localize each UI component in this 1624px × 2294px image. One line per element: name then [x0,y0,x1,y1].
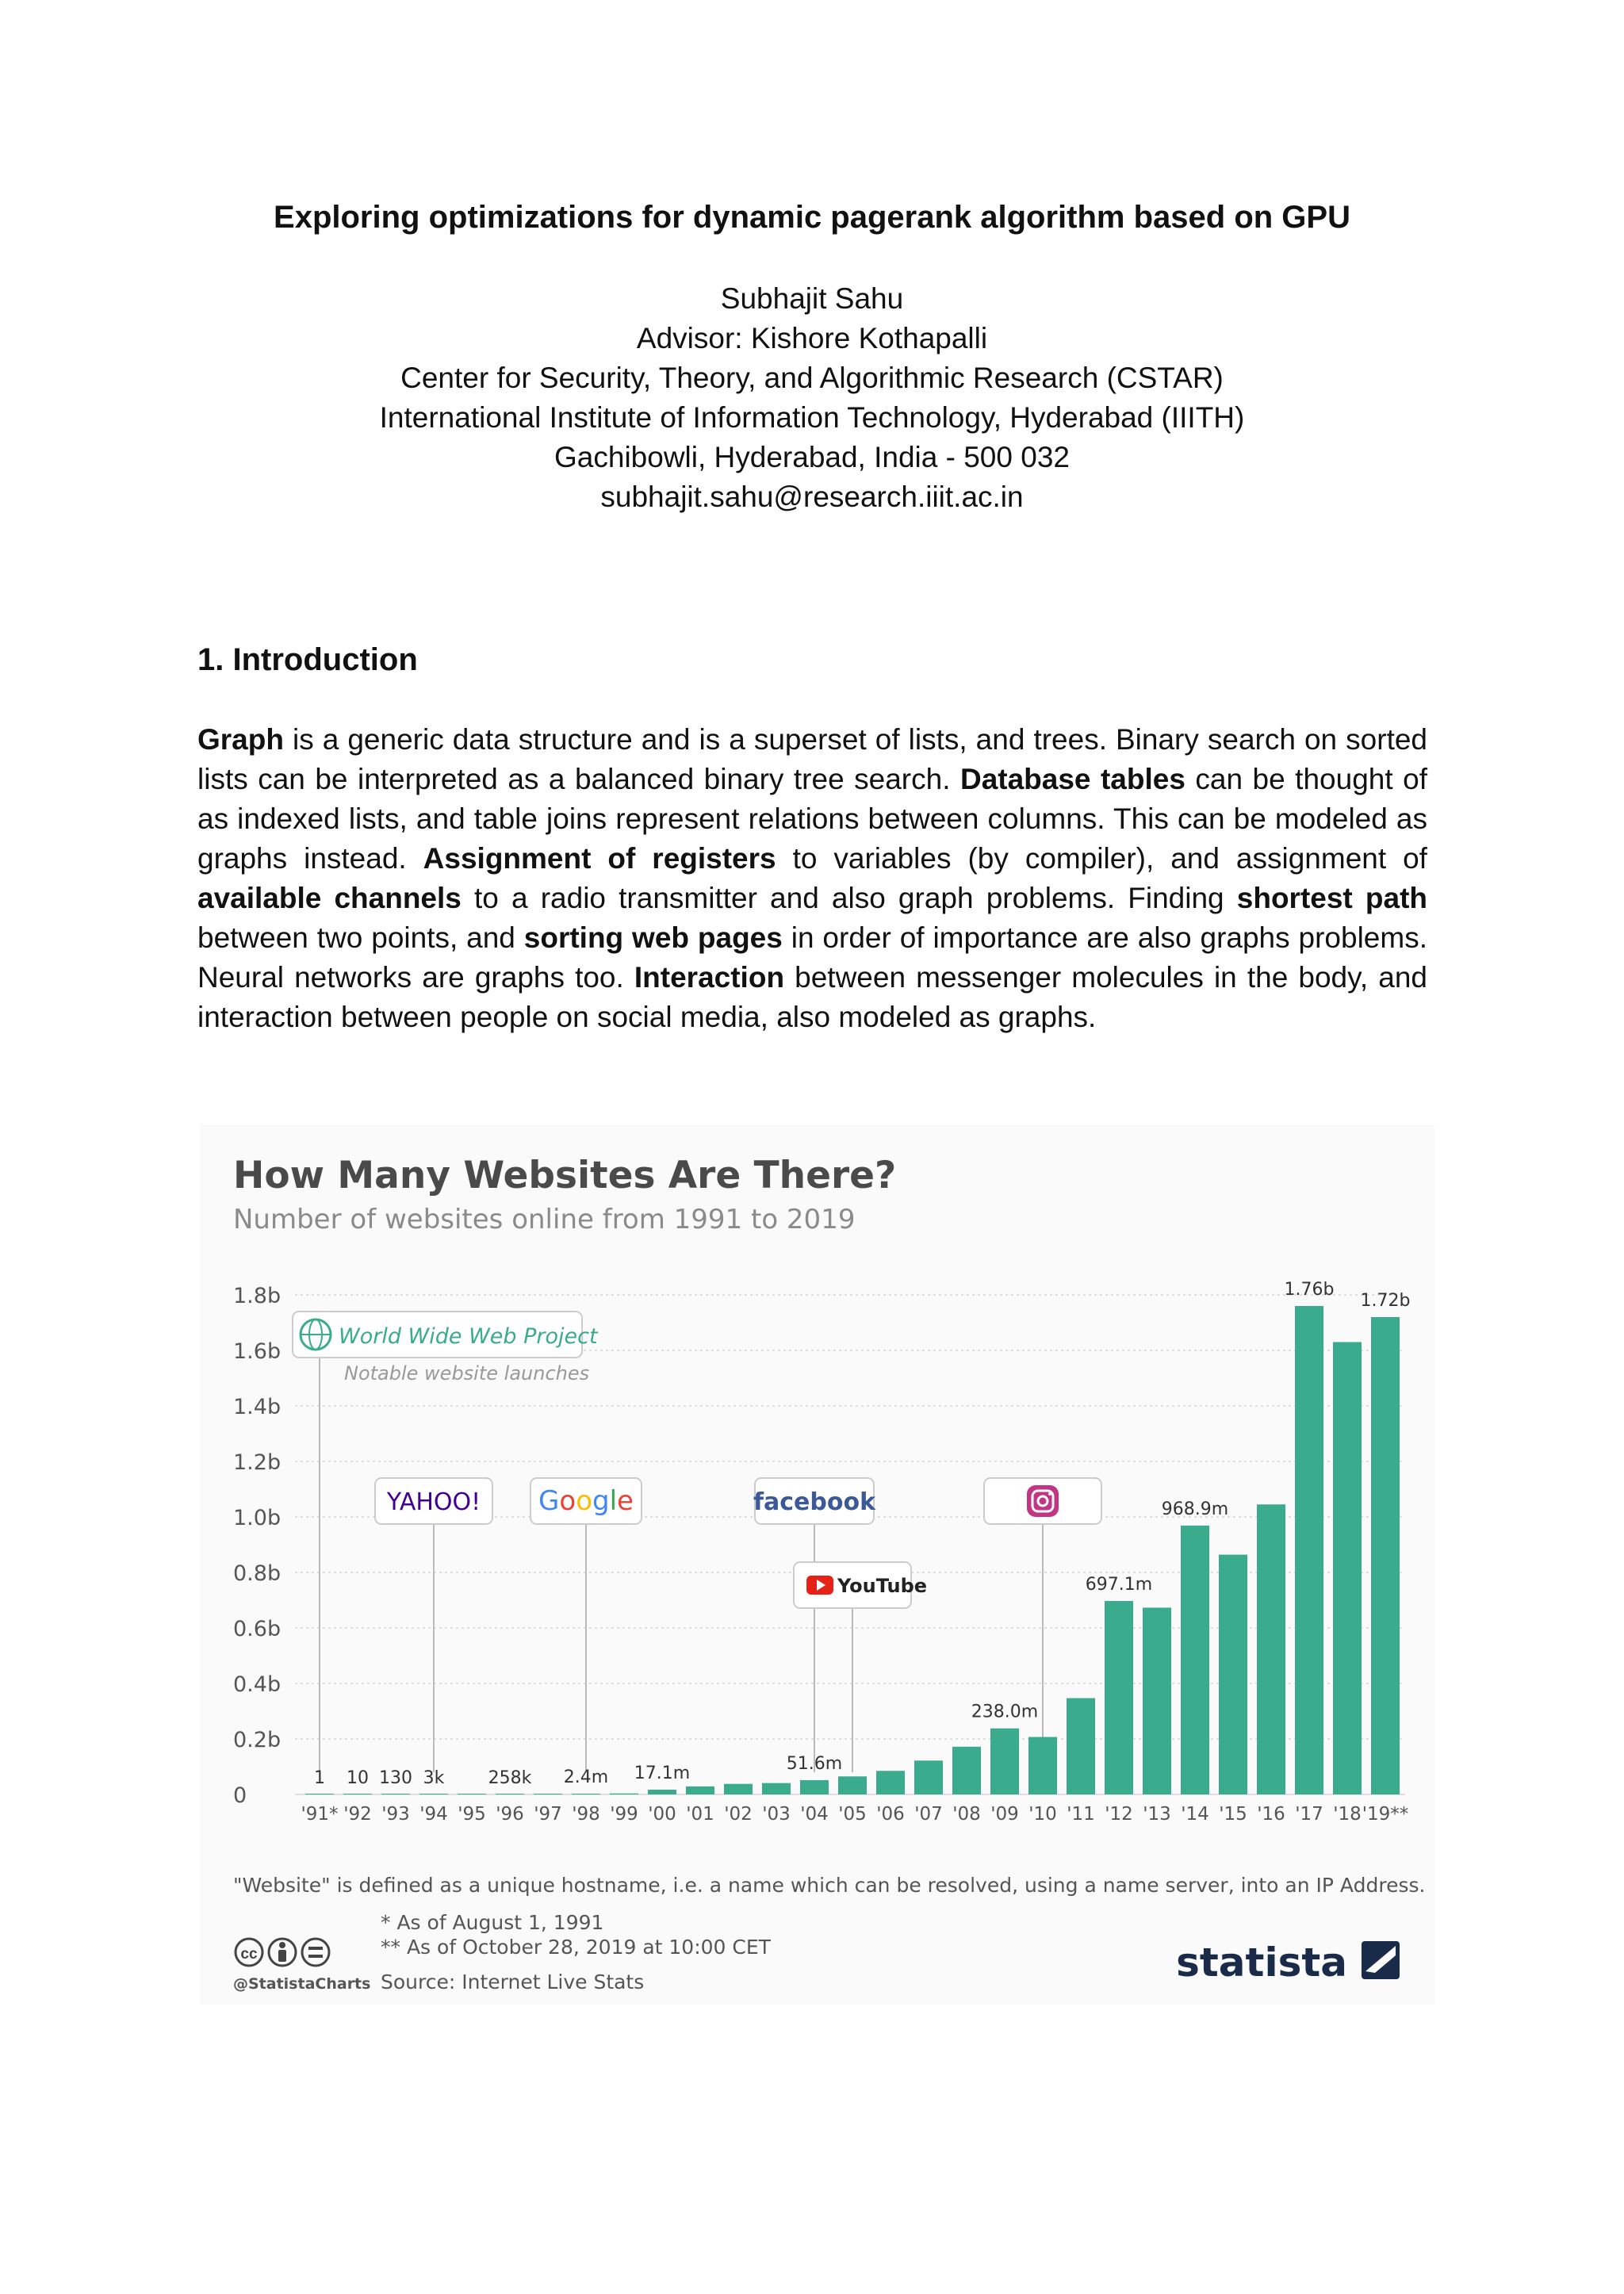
no-derivatives-icon [302,1939,329,1966]
paragraph-run: between two points, and [197,921,524,954]
www-callout-label: World Wide Web Project [339,1324,598,1349]
x-tick-label: '01 [686,1804,714,1825]
y-tick-label: 1.8b [233,1284,282,1308]
data-label: 697.1m [1085,1575,1153,1595]
x-tick-label: '94 [419,1804,448,1825]
google-logo-letter: G [538,1485,560,1517]
data-label: 51.6m [786,1753,843,1774]
x-tick-label: '05 [838,1804,867,1825]
bar [1371,1317,1400,1794]
x-tick-label: '08 [952,1804,981,1825]
bar [1143,1607,1171,1794]
chart-title: How Many Websites Are There? [233,1154,897,1197]
data-label: 10 [347,1768,369,1788]
bar [1219,1555,1247,1794]
x-tick-label: '16 [1257,1804,1285,1825]
x-tick-label: '18 [1333,1804,1362,1825]
bold-term: Interaction [634,961,785,994]
affiliation-center: Center for Security, Theory, and Algorithmic Research (CSTAR) [400,362,1224,394]
statista-logo: statista [1176,1940,1347,1986]
paragraph-run: in order of importance are also graphs problems. Neural networks are graphs too. [197,921,1427,994]
x-tick-label: '98 [572,1804,600,1825]
attribution-icon-body [278,1950,286,1962]
bar [686,1787,714,1794]
definition-note: "Website" is defined as a unique hostname, i.e. a name which can be resolved, using a name server, into an IP Address. [233,1874,1426,1897]
bar [990,1729,1019,1794]
x-tick-label: '17 [1295,1804,1323,1825]
bold-term: Graph [197,723,284,756]
bold-term: available channels [197,882,462,914]
y-tick-label: 0.2b [233,1728,282,1752]
data-label: 238.0m [971,1702,1039,1722]
y-tick-label: 0.6b [233,1617,282,1641]
x-tick-label: '07 [914,1804,943,1825]
x-tick-label: '95 [458,1804,486,1825]
bar [952,1747,981,1794]
yahoo-logo: YAHOO! [386,1488,481,1516]
x-tick-label: '19** [1362,1804,1409,1825]
bar [1105,1601,1133,1794]
x-tick-label: '97 [534,1804,562,1825]
google-logo-letter: o [576,1485,593,1517]
x-tick-label: '02 [724,1804,753,1825]
instagram-icon-dot [1048,1492,1051,1496]
footnote-1: * As of August 1, 1991 [381,1911,604,1934]
bar [914,1760,943,1794]
x-tick-label: '92 [343,1804,372,1825]
paragraph-run: to a radio transmitter and also graph problems. Finding [461,882,1237,914]
paper-title: Exploring optimizations for dynamic pagerank algorithm based on GPU [274,200,1350,235]
bar [1257,1504,1285,1794]
notable-launches-label: Notable website launches [344,1362,590,1384]
data-label: 3k [423,1767,445,1788]
bold-term: Database tables [959,763,1185,795]
cc-icon-glyph: cc [240,1946,258,1963]
paragraph-run: to variables (by compiler), and assignment of [776,842,1427,875]
bar [838,1776,867,1794]
y-tick-label: 1.2b [233,1450,282,1475]
y-tick-label: 1.6b [233,1339,282,1364]
data-label: 17.1m [634,1764,691,1784]
statista-logo-icon [1362,1941,1400,1979]
data-label: 1.76b [1284,1280,1335,1300]
source-note: Source: Internet Live Stats [381,1970,645,1993]
x-tick-label: '96 [496,1804,524,1825]
bar [876,1771,905,1794]
y-tick-label: 1.0b [233,1506,282,1530]
data-label: 2.4m [563,1767,609,1788]
x-tick-label: '99 [610,1804,638,1825]
x-tick-label: '12 [1105,1804,1133,1825]
x-tick-label: '15 [1219,1804,1247,1825]
chart-subtitle: Number of websites online from 1991 to 2019 [233,1204,856,1235]
data-label: 130 [379,1768,412,1788]
google-logo-letter: g [592,1485,610,1517]
x-tick-label: '14 [1181,1804,1209,1825]
data-label: 1.72b [1360,1291,1411,1311]
author-email: subhajit.sahu@research.iiit.ac.in [600,481,1024,513]
paragraph-run: can be thought of as indexed lists, and table joins represent relations between columns. This can be modeled as graphs instead. [197,763,1427,875]
section-heading: 1. Introduction [197,642,418,677]
attribution-icon-head [279,1942,285,1948]
x-tick-label: '06 [876,1804,905,1825]
bold-term: shortest path [1236,882,1427,914]
author-block [0,279,1624,517]
bar [1333,1342,1362,1795]
statista-credit: @StatistaCharts [233,1975,371,1993]
bar [724,1784,753,1794]
bar [762,1783,791,1794]
x-tick-label: '00 [648,1804,676,1825]
data-label: 968.9m [1161,1499,1229,1519]
google-logo-letter: l [609,1485,618,1517]
google-logo-letter: e [617,1485,634,1517]
y-tick-label: 0.4b [233,1672,282,1697]
bar [800,1780,829,1794]
youtube-logo: YouTube [837,1575,928,1597]
bar [648,1790,676,1794]
no-derivatives-bar-1 [308,1947,323,1950]
y-tick-label: 0 [233,1783,247,1808]
x-tick-label: '91* [301,1804,339,1825]
bar [1181,1526,1209,1794]
bar [1295,1306,1323,1794]
advisor-name: Advisor: Kishore Kothapalli [636,322,988,354]
x-tick-label: '11 [1067,1804,1095,1825]
y-tick-label: 0.8b [233,1561,282,1586]
no-derivatives-bar-2 [308,1955,323,1958]
y-tick-label: 1.4b [233,1395,282,1419]
google-logo-letter: o [559,1485,576,1517]
author-name: Subhajit Sahu [720,282,904,315]
bold-term: Assignment of registers [423,842,776,875]
x-tick-label: '93 [381,1804,410,1825]
x-tick-label: '09 [990,1804,1019,1825]
bold-term: sorting web pages [523,921,783,954]
bar [1028,1737,1057,1794]
x-tick-label: '03 [762,1804,791,1825]
bar [1067,1698,1095,1794]
facebook-logo: facebook [753,1488,876,1516]
data-label: 258k [488,1767,532,1788]
websites-bar-chart [200,1124,1434,2005]
intro-paragraph [197,720,1427,1037]
creative-commons-icons [236,1939,329,1966]
paragraph-run: is a generic data structure and is a superset of lists, and trees. Binary search on sorted lists can be interpreted as a balanced binary tree search. [197,723,1427,795]
x-tick-label: '04 [800,1804,829,1825]
affiliation-institute: International Institute of Information Technology, Hyderabad (IIITH) [379,401,1245,434]
paragraph-run: between messenger molecules in the body, and interaction between people on social media, also modeled as graphs. [197,961,1427,1033]
google-logo [538,1485,634,1517]
websites-chart-figure [200,1124,1434,2005]
affiliation-address: Gachibowli, Hyderabad, India - 500 032 [554,441,1070,473]
data-label: 1 [314,1768,325,1788]
x-tick-label: '10 [1028,1804,1057,1825]
x-tick-label: '13 [1143,1804,1171,1825]
footnote-2: ** As of October 28, 2019 at 10:00 CET [381,1936,771,1959]
